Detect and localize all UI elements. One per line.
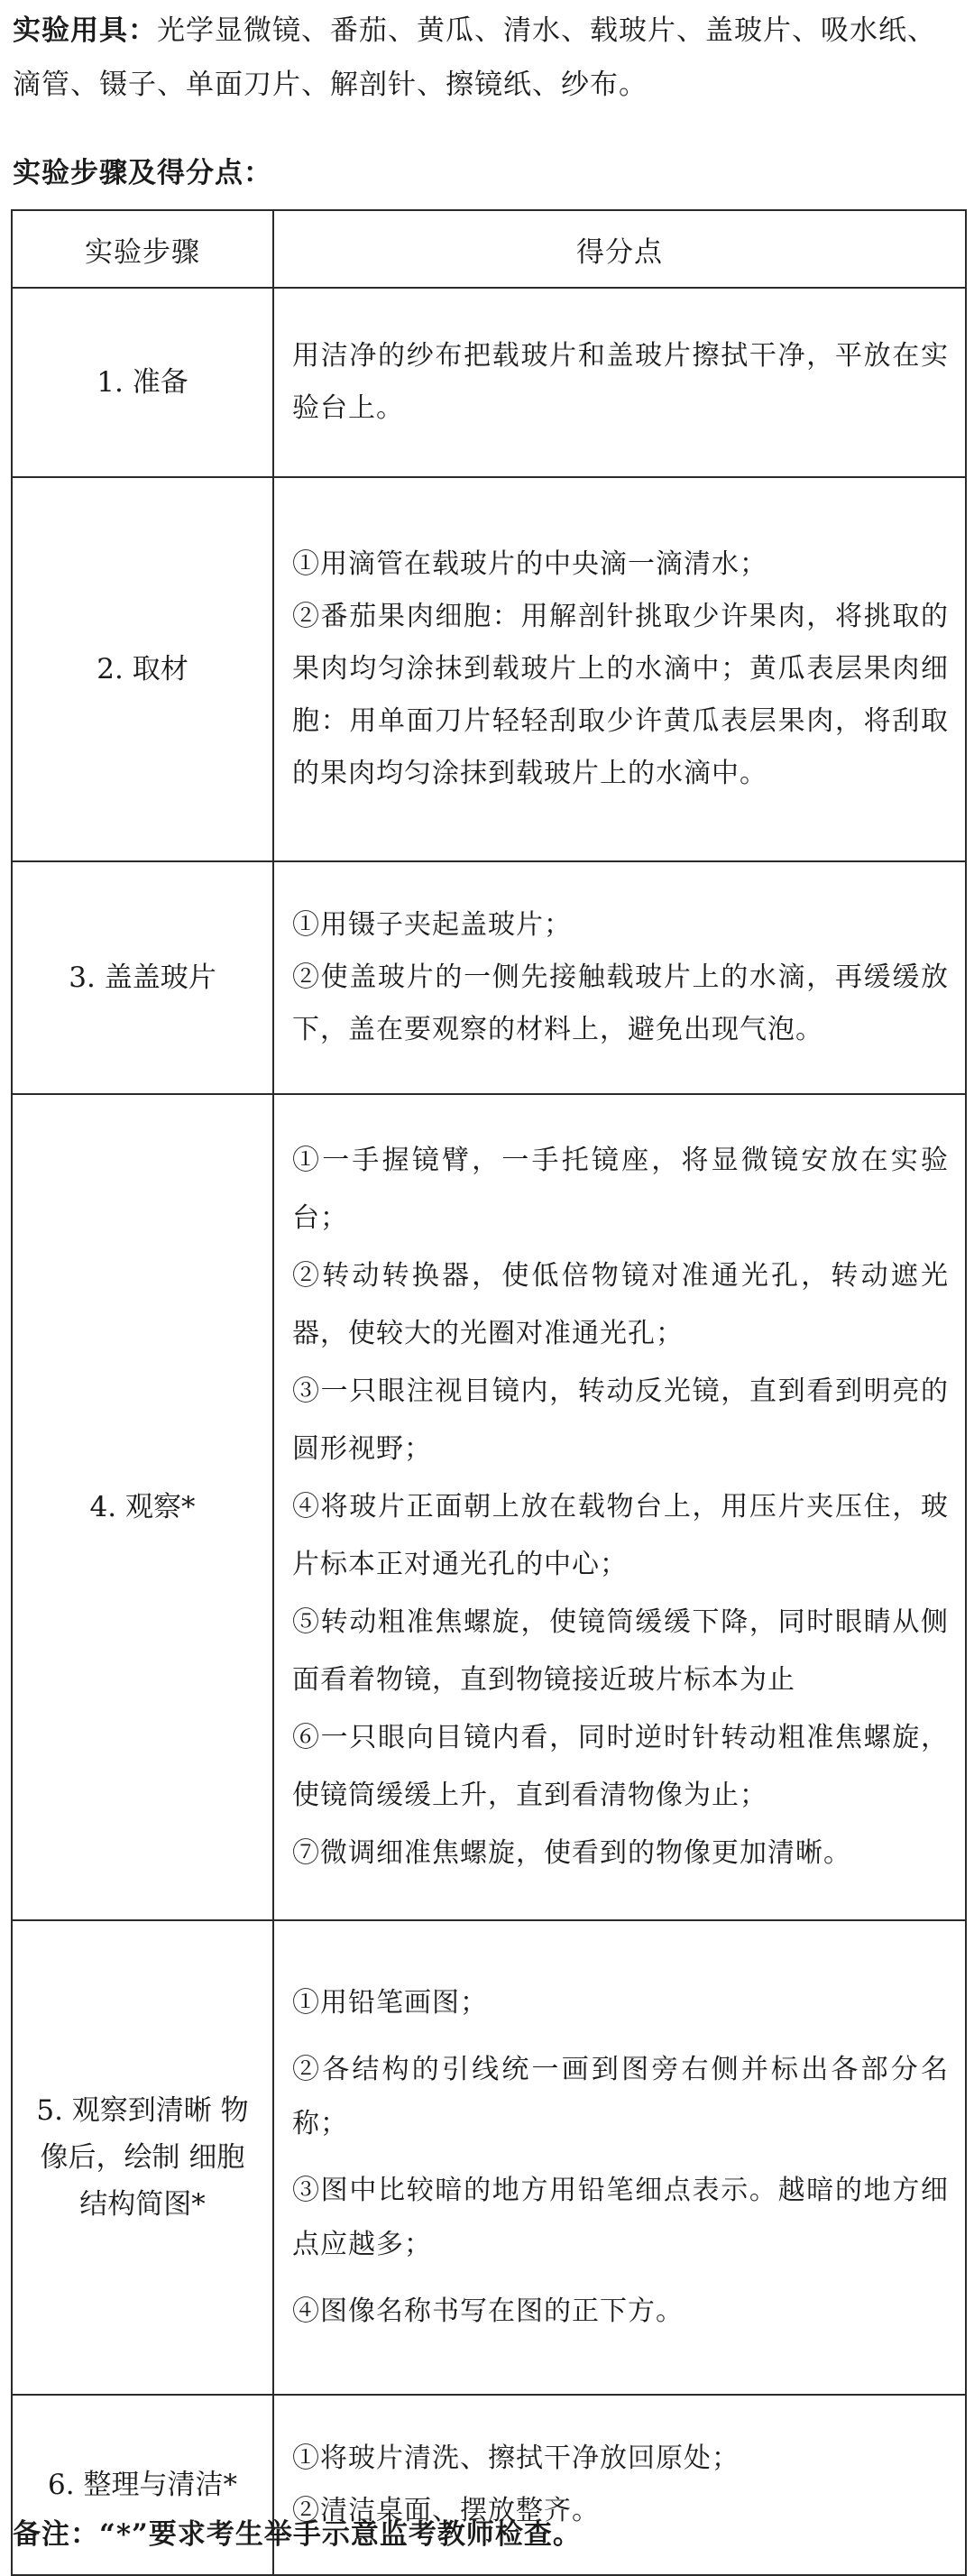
step-name: 1. 准备 (12, 288, 273, 477)
point-text: ①用滴管在载玻片的中央滴一滴清水； (292, 548, 767, 580)
step-name: 5. 观察到清晰 物像后，绘制 细胞结构简图* (12, 1920, 273, 2395)
table-row (12, 288, 966, 477)
step-name: 3. 盖盖玻片 (12, 861, 273, 1094)
step-name: 4. 观察* (12, 1094, 273, 1920)
point-text: ①一手握镜臂，一手托镜座，将显微镜安放在实验台； (292, 1145, 949, 1234)
point-text: ②各结构的引线统一画到图旁右侧并标出各部分名称； (292, 2054, 949, 2139)
table-row (12, 1920, 966, 2395)
steps-heading: 实验步骤及得分点： (13, 157, 272, 189)
point-text: ①用镊子夹起盖玻片； (292, 909, 572, 941)
step-points (273, 861, 966, 1094)
table-row (12, 477, 966, 861)
materials-text: 光学显微镜、番茄、黄瓜、清水、载玻片、盖玻片、吸水纸、滴管、镊子、单面刀片、解剖针、擦镜纸、纱布。 (13, 14, 936, 101)
point-text: ③一只眼注视目镜内，转动反光镜，直到看到明亮的圆形视野； (292, 1375, 949, 1465)
point-text: ⑤转动粗准焦螺旋，使镜筒缓缓下降，同时眼睛从侧面看着物镜，直到物镜接近玻片标本为止 (292, 1606, 949, 1696)
point-text: ③图中比较暗的地方用铅笔细点表示。越暗的地方细点应越多； (292, 2175, 949, 2260)
step-points (273, 477, 966, 861)
point-text: ⑥一只眼向目镜内看，同时逆时针转动粗准焦螺旋，使镜筒缓缓上升，直到看清物像为止； (292, 1722, 949, 1811)
point-text: ①将玻片清洗、擦拭干净放回原处； (292, 2443, 740, 2474)
point-text: ②转动转换器，使低倍物镜对准通光孔，转动遮光器，使较大的光圈对准通光孔； (292, 1260, 949, 1349)
point-text: ②使盖玻片的一侧先接触载玻片上的水滴，再缓缓放下，盖在要观察的材料上，避免出现气泡。 (292, 961, 949, 1045)
table-header-row (12, 210, 966, 288)
point-text: ④将玻片正面朝上放在载物台上，用压片夹压住，玻片标本正对通光孔的中心； (292, 1491, 949, 1580)
point-text: ④图像名称书写在图的正下方。 (292, 2295, 684, 2327)
point-text: 用洁净的纱布把载玻片和盖玻片擦拭干净，平放在实验台上。 (292, 340, 949, 424)
steps-table (11, 209, 967, 2576)
step-points (273, 1920, 966, 2395)
point-text: ①用铅笔画图； (292, 1987, 488, 2019)
step-points (273, 1094, 966, 1920)
materials-label: 实验用具： (13, 14, 157, 47)
step-points (273, 288, 966, 477)
header-step: 实验步骤 (12, 210, 273, 288)
table-row (12, 1094, 966, 1920)
point-text: ⑦微调细准焦螺旋，使看到的物像更加清晰。 (292, 1837, 851, 1869)
point-text: ②番茄果肉细胞：用解剖针挑取少许果肉，将挑取的果肉均匀涂抹到载玻片上的水滴中；黄瓜表层果肉细胞：用单面刀片轻轻刮取少许黄瓜表层果肉，将刮取的果肉均匀涂抹到载玻片上的水滴中。 (292, 601, 949, 789)
materials-paragraph (13, 4, 960, 112)
step-name: 2. 取材 (12, 477, 273, 861)
point-text: ②清洁桌面、摆放整齐。 (292, 2495, 600, 2526)
footnote: 备注：“*”要求考生举手示意监考教师检查。 (13, 2518, 582, 2551)
header-points: 得分点 (273, 210, 966, 288)
step-name: 6. 整理与清洁* (12, 2395, 273, 2575)
table-row (12, 861, 966, 1094)
